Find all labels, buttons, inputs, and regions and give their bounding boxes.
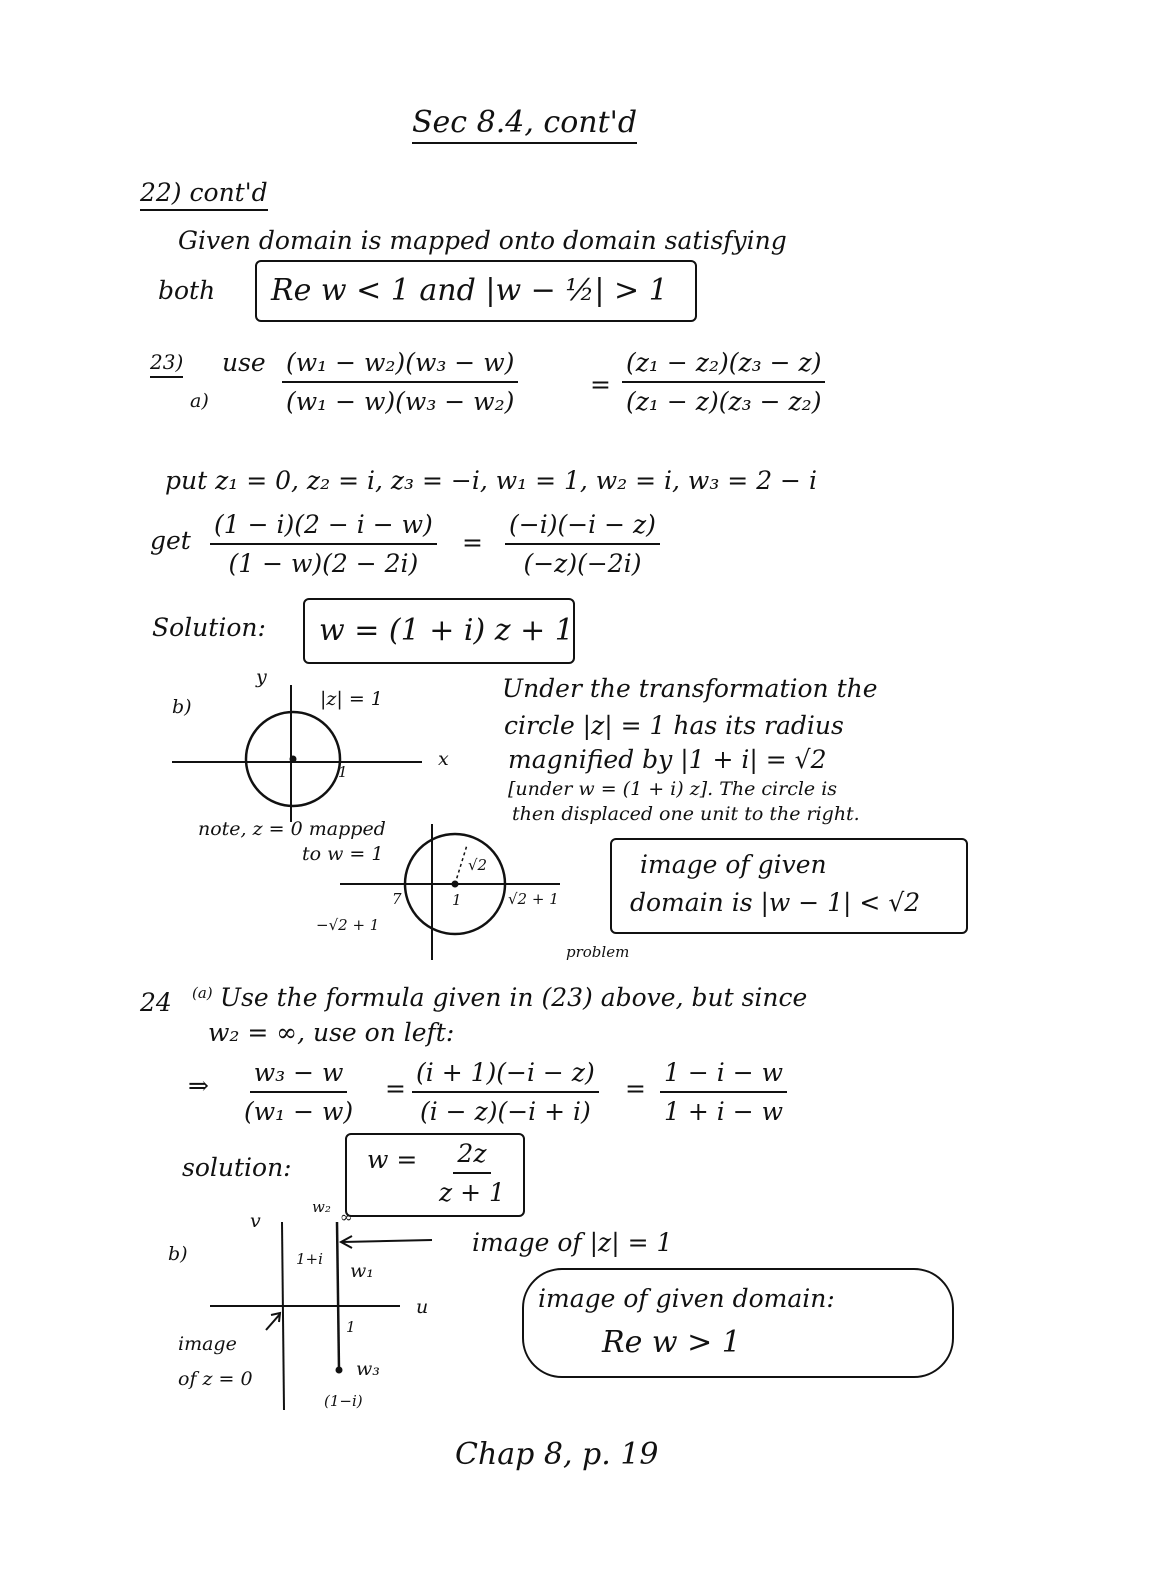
substituted-lhs-denominator: (1 − w)(2 − 2i)	[228, 549, 419, 578]
graph-infinity-label: ∞	[340, 1208, 353, 1226]
graph-u-label: u	[416, 1296, 429, 1318]
solution-denominator: z + 1	[439, 1178, 505, 1207]
graph2-right-label: √2 + 1	[508, 890, 559, 908]
graph1-circle-label: |z| = 1	[320, 688, 383, 710]
graph-w1-label: w₁	[350, 1260, 374, 1282]
image-box-line-1: image of given	[640, 850, 827, 879]
equals-sign: =	[462, 528, 483, 557]
graph1-one-label: 1	[338, 763, 348, 781]
graph2-left-label: −√2 + 1	[316, 916, 380, 934]
simplified-ratio-denominator: 1 + i − w	[664, 1097, 783, 1126]
graph-w2-label: w₂	[312, 1198, 331, 1216]
graph-one-label: 1	[346, 1318, 356, 1336]
solution-w-equals: w =	[367, 1145, 418, 1174]
graph-one-plus-i-label: 1+i	[296, 1250, 323, 1268]
graph2-radius-label: √2	[468, 856, 488, 874]
problem-22-both: both	[158, 276, 216, 305]
problem-22-answer: Re w < 1 and |w − ½| > 1	[271, 273, 668, 308]
problem-24-text-1: Use the formula given in (23) above, but since	[220, 983, 808, 1012]
transformation-explanation-3: magnified by |1 + i| = √2	[508, 745, 827, 774]
implies-arrow: ⇒	[188, 1071, 209, 1100]
graph-v-label: v	[250, 1210, 261, 1232]
image-of-zero-1: image	[178, 1333, 237, 1355]
graph1-y-label: y	[256, 666, 267, 688]
simplified-ratio-numerator: 1 − i − w	[660, 1058, 787, 1093]
problem-24-image-box	[522, 1268, 954, 1378]
graph-one-minus-i-label: (1−i)	[324, 1392, 363, 1410]
cross-ratio-z-denominator: (z₁ − z)(z₃ − z₂)	[626, 387, 822, 416]
get-label: get	[150, 526, 191, 555]
problem-insert-label: problem	[566, 943, 630, 961]
note-mapping-2: to w = 1	[302, 843, 384, 865]
page-number: Chap 8, p. 19	[455, 1437, 659, 1472]
reduced-ratio-w-denominator: (w₁ − w)	[244, 1097, 354, 1126]
cross-ratio-z-numerator: (z₁ − z₂)(z₃ − z)	[622, 348, 825, 383]
reduced-ratio-z-numerator: (i + 1)(−i − z)	[412, 1058, 599, 1093]
graph2-tick-label: 7	[392, 890, 402, 908]
substituted-rhs-numerator: (−i)(−i − z)	[505, 510, 660, 545]
image-domain-line-1: image of given domain:	[538, 1284, 835, 1313]
note-mapping: note, z = 0 mapped	[198, 818, 386, 840]
substituted-rhs-denominator: (−z)(−2i)	[523, 549, 642, 578]
page-title: Sec 8.4, cont'd	[412, 108, 637, 144]
solution-numerator: 2z	[453, 1139, 490, 1174]
problem-24-part-a: (a)	[192, 984, 213, 1002]
problem-23-use: use	[222, 348, 266, 377]
transformation-explanation-4: [under w = (1 + i) z]. The circle is	[508, 778, 838, 800]
equals-sign: =	[590, 370, 611, 399]
image-box-line-2: domain is |w − 1| < √2	[630, 888, 921, 917]
problem-23-part-b: b)	[172, 696, 192, 718]
reduced-ratio-w-numerator: w₃ − w	[250, 1058, 348, 1093]
problem-22-label: 22) cont'd	[140, 180, 268, 211]
image-of-unit-circle: image of |z| = 1	[472, 1228, 673, 1257]
problem-22-text: Given domain is mapped onto domain satisfying	[178, 226, 787, 255]
problem-23-solution: w = (1 + i) z + 1	[319, 613, 574, 648]
substitution-line: put z₁ = 0, z₂ = i, z₃ = −i, w₁ = 1, w₂ = i, w₃ = 2 − i	[165, 466, 817, 495]
problem-24-text-2: w₂ = ∞, use on left:	[208, 1018, 455, 1047]
equals-sign: =	[385, 1074, 406, 1103]
reduced-ratio-z-denominator: (i − z)(−i + i)	[419, 1097, 591, 1126]
transformation-explanation-2: circle |z| = 1 has its radius	[504, 711, 844, 740]
solution-label: solution:	[182, 1153, 292, 1182]
graph-w3-label: w₃	[356, 1358, 380, 1380]
cross-ratio-w-numerator: (w₁ − w₂)(w₃ − w)	[282, 348, 518, 383]
substituted-lhs-numerator: (1 − i)(2 − i − w)	[210, 510, 437, 545]
problem-24-part-b: b)	[168, 1243, 188, 1265]
transformation-explanation-1: Under the transformation the	[502, 674, 878, 703]
equals-sign: =	[625, 1074, 646, 1103]
cross-ratio-w-denominator: (w₁ − w)(w₃ − w₂)	[286, 387, 515, 416]
problem-23-part-a: a)	[190, 390, 209, 412]
graph1-x-label: x	[438, 748, 449, 770]
problem-24-label: 24	[140, 988, 172, 1017]
transformation-explanation-5: then displaced one unit to the right.	[512, 803, 860, 825]
solution-label: Solution:	[152, 613, 266, 642]
image-of-zero-2: of z = 0	[178, 1368, 253, 1390]
graph2-one-label: 1	[452, 891, 462, 909]
image-domain-line-2: Re w > 1	[602, 1325, 741, 1360]
problem-23-label: 23)	[150, 352, 183, 378]
